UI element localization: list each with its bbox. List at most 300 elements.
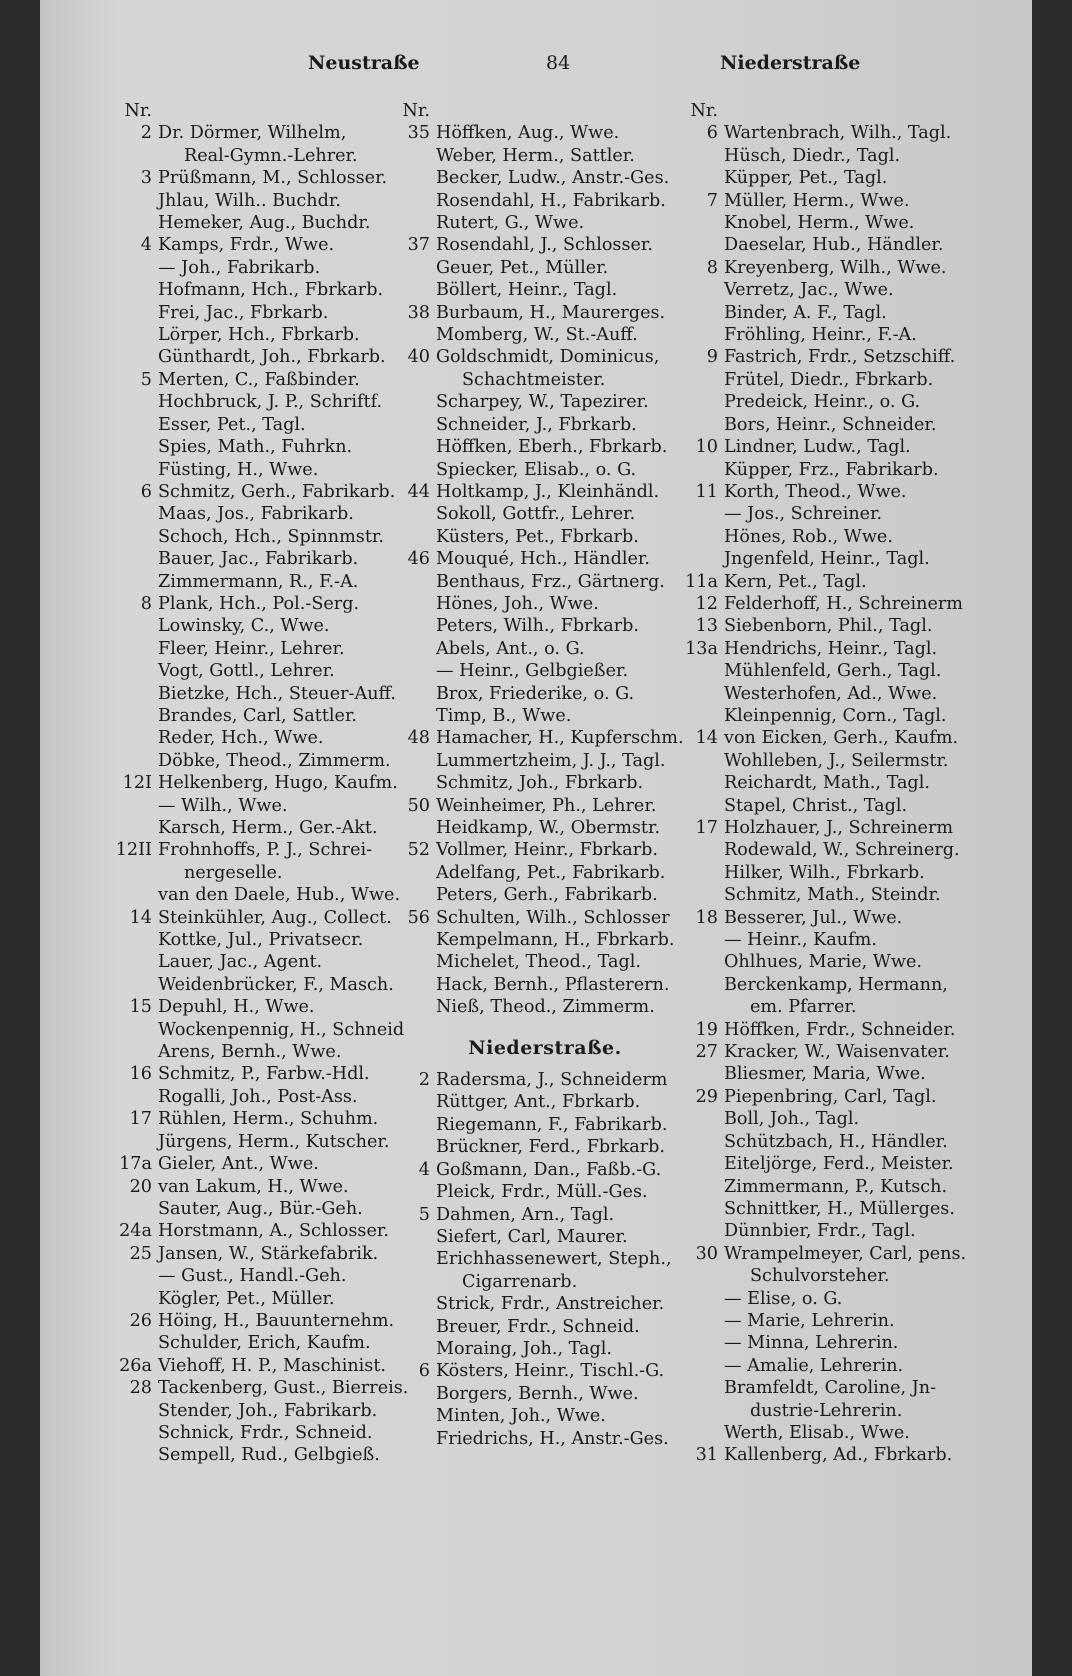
resident-entry: Hönes, Rob., Wwe. bbox=[724, 526, 893, 547]
directory-entry bbox=[390, 526, 700, 548]
directory-entry bbox=[678, 1220, 998, 1242]
directory-entry bbox=[678, 391, 998, 413]
directory-entry bbox=[112, 1400, 412, 1422]
house-number: 14 bbox=[695, 728, 718, 749]
resident-entry: Jansen, W., Stärkefabrik. bbox=[158, 1243, 379, 1264]
house-number: 17 bbox=[695, 818, 718, 838]
directory-entry bbox=[678, 1019, 998, 1041]
resident-entry: Füsting, H., Wwe. bbox=[158, 459, 319, 480]
directory-entry bbox=[678, 548, 998, 570]
resident-entry: Zimmermann, P., Kutsch. bbox=[724, 1176, 948, 1197]
house-number bbox=[390, 1091, 436, 1113]
directory-entry bbox=[678, 1153, 998, 1175]
resident-entry: Frei, Jac., Fbrkarb. bbox=[158, 302, 329, 323]
house-number bbox=[678, 1332, 724, 1354]
resident-entry: Goldschmidt, Dominicus, bbox=[436, 347, 660, 368]
resident-entry: — Heinr., Kaufm. bbox=[724, 930, 877, 951]
directory-entry bbox=[678, 1444, 998, 1466]
directory-entry bbox=[390, 593, 700, 615]
house-number: 17a bbox=[119, 1154, 152, 1175]
resident-entry: Rosendahl, H., Fabrikarb. bbox=[436, 190, 666, 211]
resident-entry: Sokoll, Gottfr., Lehrer. bbox=[436, 504, 636, 525]
resident-entry: Höffken, Eberh., Fbrkarb. bbox=[436, 437, 668, 458]
directory-entry bbox=[678, 212, 998, 234]
house-number bbox=[390, 884, 436, 906]
directory-entry bbox=[390, 436, 700, 458]
section-title-niederstrasse: Niederstraße. bbox=[468, 1036, 622, 1059]
resident-entry: Berckenkamp, Hermann, bbox=[724, 974, 948, 995]
house-number bbox=[112, 660, 158, 682]
house-number bbox=[112, 1086, 158, 1108]
resident-entry: Fröhling, Heinr., F.-A. bbox=[724, 325, 917, 346]
directory-entry bbox=[678, 1422, 998, 1444]
house-number bbox=[390, 974, 436, 996]
house-number bbox=[678, 414, 724, 436]
house-number bbox=[390, 414, 436, 436]
house-number: 12I bbox=[122, 773, 152, 794]
directory-entry bbox=[112, 526, 412, 548]
resident-entry: Felderhoff, H., Schreinerm bbox=[724, 593, 963, 614]
directory-entry bbox=[112, 1131, 412, 1153]
resident-entry: Spiecker, Elisab., o. G. bbox=[436, 459, 637, 480]
directory-entry bbox=[390, 503, 700, 525]
house-number bbox=[678, 167, 724, 189]
directory-entry bbox=[112, 615, 412, 637]
house-number bbox=[678, 1310, 724, 1332]
resident-entry: Becker, Ludw., Anstr.-Ges. bbox=[436, 168, 670, 189]
resident-entry: Radersma, J., Schneiderm bbox=[436, 1070, 668, 1091]
directory-entry bbox=[390, 1383, 700, 1405]
house-number bbox=[112, 638, 158, 660]
resident-entry: Boll, Joh., Tagl. bbox=[724, 1109, 860, 1130]
resident-entry: Schoch, Hch., Spinnmstr. bbox=[158, 526, 384, 547]
directory-entry bbox=[390, 324, 700, 346]
house-number bbox=[678, 705, 724, 727]
directory-entry bbox=[678, 1355, 998, 1377]
resident-entry: Knobel, Herm., Wwe. bbox=[724, 213, 915, 234]
directory-entry bbox=[678, 1131, 998, 1153]
directory-entry bbox=[390, 459, 700, 481]
resident-entry: Tackenberg, Gust., Bierreis. bbox=[158, 1378, 409, 1399]
resident-entry: Lörper, Hch., Fbrkarb. bbox=[158, 325, 360, 346]
resident-entry: Verretz, Jac., Wwe. bbox=[724, 280, 894, 301]
resident-entry: Hochbruck, J. P., Schriftf. bbox=[158, 392, 383, 413]
resident-entry: Wartenbrach, Wilh., Tagl. bbox=[724, 123, 952, 144]
directory-entry bbox=[390, 974, 700, 996]
house-number bbox=[112, 145, 158, 167]
house-number bbox=[112, 615, 158, 637]
resident-entry: Reichardt, Math., Tagl. bbox=[724, 773, 930, 794]
directory-entry bbox=[112, 1265, 412, 1287]
house-number bbox=[112, 951, 158, 973]
resident-entry: Höing, H., Bauunternehm. bbox=[158, 1310, 395, 1331]
resident-entry: Kreyenberg, Wilh., Wwe. bbox=[724, 257, 947, 278]
house-number: 10 bbox=[695, 437, 718, 458]
resident-entry: — Minna, Lehrerin. bbox=[724, 1333, 899, 1354]
house-number bbox=[390, 1114, 436, 1136]
directory-entry bbox=[112, 884, 412, 906]
house-number: 28 bbox=[129, 1378, 152, 1399]
house-number bbox=[390, 660, 436, 682]
directory-entry bbox=[112, 167, 412, 189]
resident-entry: Helkenberg, Hugo, Kaufm. bbox=[158, 773, 398, 794]
directory-entry bbox=[390, 481, 700, 503]
directory-entry bbox=[112, 772, 412, 794]
house-number bbox=[678, 839, 724, 861]
directory-entry bbox=[678, 839, 998, 861]
directory-entry bbox=[678, 951, 998, 973]
directory-entry bbox=[390, 190, 700, 212]
directory-entry bbox=[112, 1444, 412, 1466]
directory-entry bbox=[678, 1108, 998, 1130]
house-number bbox=[390, 1428, 436, 1450]
directory-entry bbox=[112, 1288, 412, 1310]
directory-entry bbox=[390, 145, 700, 167]
resident-entry: Kösters, Heinr., Tischl.-G. bbox=[436, 1361, 665, 1382]
directory-entry bbox=[112, 279, 412, 301]
house-number bbox=[112, 683, 158, 705]
resident-entry: Wockenpennig, H., Schneid bbox=[158, 1019, 405, 1040]
directory-entry bbox=[678, 1400, 998, 1422]
house-number: 26a bbox=[119, 1355, 152, 1376]
directory-entry bbox=[390, 660, 700, 682]
resident-entry: Schachtmeister. bbox=[462, 369, 606, 390]
directory-entry bbox=[678, 683, 998, 705]
resident-entry: von Eicken, Gerh., Kaufm. bbox=[724, 728, 959, 749]
house-number: 13 bbox=[695, 616, 718, 637]
directory-entry bbox=[678, 1377, 998, 1399]
directory-entry bbox=[678, 145, 998, 167]
house-number bbox=[390, 503, 436, 525]
directory-entry bbox=[390, 727, 700, 749]
resident-entry: Hendrichs, Heinr., Tagl. bbox=[724, 638, 938, 659]
resident-entry: Kern, Pet., Tagl. bbox=[724, 571, 867, 592]
directory-entry bbox=[390, 1159, 700, 1181]
resident-entry: Schneider, J., Fbrkarb. bbox=[436, 414, 637, 435]
resident-entry: Karsch, Herm., Ger.-Akt. bbox=[158, 818, 378, 838]
resident-entry: Kottke, Jul., Privatsecr. bbox=[158, 930, 364, 951]
house-number bbox=[112, 1019, 158, 1041]
directory-entry bbox=[112, 1198, 412, 1220]
directory-entry bbox=[390, 122, 700, 144]
directory-entry bbox=[678, 705, 998, 727]
resident-entry: Westerhofen, Ad., Wwe. bbox=[724, 683, 938, 704]
directory-entry bbox=[678, 929, 998, 951]
directory-entry bbox=[390, 234, 700, 256]
house-number bbox=[678, 1198, 724, 1220]
house-number bbox=[390, 1383, 436, 1405]
house-number bbox=[678, 1108, 724, 1130]
directory-entry bbox=[112, 503, 412, 525]
resident-entry: Rosendahl, J., Schlosser. bbox=[436, 235, 653, 256]
directory-entry bbox=[678, 1310, 998, 1332]
directory-entry bbox=[390, 772, 700, 794]
directory-entry bbox=[112, 190, 412, 212]
directory-entry bbox=[390, 862, 700, 884]
resident-entry: Bliesmer, Maria, Wwe. bbox=[724, 1064, 926, 1085]
house-number: 8 bbox=[140, 593, 152, 614]
house-number bbox=[678, 974, 724, 996]
house-number bbox=[390, 1405, 436, 1427]
resident-entry: Timp, B., Wwe. bbox=[436, 705, 572, 726]
house-number: 14 bbox=[129, 907, 152, 928]
resident-entry: Adelfang, Pet., Fabrikarb. bbox=[436, 862, 666, 883]
directory-entry bbox=[112, 1310, 412, 1332]
house-number bbox=[112, 795, 158, 817]
house-number bbox=[112, 1288, 158, 1310]
directory-entry bbox=[112, 1243, 412, 1265]
resident-entry: Bietzke, Hch., Steuer-Auff. bbox=[158, 683, 397, 704]
house-number: 6 bbox=[140, 481, 152, 502]
resident-entry: Wohlleben, J., Seilermstr. bbox=[724, 750, 949, 771]
resident-entry: Moraing, Joh., Tagl. bbox=[436, 1338, 613, 1359]
house-number: 16 bbox=[129, 1064, 152, 1085]
directory-entry bbox=[678, 436, 998, 458]
directory-entry bbox=[678, 660, 998, 682]
house-number bbox=[112, 391, 158, 413]
resident-entry: — Amalie, Lehrerin. bbox=[724, 1355, 904, 1376]
resident-entry: Weber, Herm., Sattler. bbox=[436, 145, 635, 166]
directory-entry bbox=[678, 862, 998, 884]
directory-entry bbox=[112, 122, 412, 144]
resident-entry: Horstmann, A., Schlosser. bbox=[158, 1221, 389, 1242]
directory-entry bbox=[678, 234, 998, 256]
resident-entry: Kallenberg, Ad., Fbrkarb. bbox=[724, 1445, 953, 1466]
house-number bbox=[112, 436, 158, 458]
resident-entry: Kracker, W., Waisenvater. bbox=[724, 1042, 950, 1063]
directory-entry bbox=[112, 548, 412, 570]
column-middle-top bbox=[390, 100, 700, 1019]
resident-entry: Minten, Joh., Wwe. bbox=[436, 1406, 606, 1427]
resident-entry: Jngenfeld, Heinr., Tagl. bbox=[724, 549, 930, 570]
resident-entry: Stender, Joh., Fabrikarb. bbox=[158, 1400, 378, 1421]
house-number: 26 bbox=[129, 1310, 152, 1331]
directory-entry bbox=[678, 1288, 998, 1310]
directory-entry bbox=[390, 1226, 700, 1248]
house-number bbox=[390, 996, 436, 1018]
directory-entry bbox=[390, 279, 700, 301]
house-number bbox=[112, 1400, 158, 1422]
resident-entry: Reder, Hch., Wwe. bbox=[158, 728, 324, 749]
house-number bbox=[678, 369, 724, 391]
house-number bbox=[678, 212, 724, 234]
house-number bbox=[678, 1063, 724, 1085]
resident-entry: Rodewald, W., Schreinerg. bbox=[724, 840, 960, 861]
house-number bbox=[112, 705, 158, 727]
resident-entry: Schmitz, Gerh., Fabrikarb. bbox=[158, 481, 396, 502]
column-right bbox=[678, 100, 998, 1467]
resident-entry: Schützbach, H., Händler. bbox=[724, 1131, 948, 1152]
directory-entry bbox=[112, 257, 412, 279]
house-number bbox=[112, 1422, 158, 1444]
house-number bbox=[112, 1444, 158, 1466]
house-number: 38 bbox=[407, 302, 430, 323]
resident-entry: Lindner, Ludw., Tagl. bbox=[724, 437, 911, 458]
house-number bbox=[678, 683, 724, 705]
directory-entry bbox=[112, 839, 412, 861]
directory-entry bbox=[112, 593, 412, 615]
resident-entry: Hack, Bernh., Pflasterern. bbox=[436, 974, 670, 995]
resident-entry: Küpper, Pet., Tagl. bbox=[724, 168, 888, 189]
directory-entry bbox=[390, 750, 700, 772]
resident-entry: Rühlen, Herm., Schuhm. bbox=[158, 1109, 379, 1130]
resident-entry: Schmitz, Math., Steindr. bbox=[724, 885, 941, 906]
house-number: 9 bbox=[706, 347, 718, 368]
directory-entry bbox=[678, 1041, 998, 1063]
resident-entry: Binder, A. F., Tagl. bbox=[724, 302, 887, 323]
resident-entry: Merten, C., Faßbinder. bbox=[158, 369, 360, 390]
resident-entry: Riegemann, F., Fabrikarb. bbox=[436, 1114, 668, 1135]
house-number bbox=[112, 1131, 158, 1153]
house-number bbox=[678, 1176, 724, 1198]
resident-entry: Gieler, Ant., Wwe. bbox=[158, 1154, 319, 1175]
directory-entry bbox=[678, 1198, 998, 1220]
house-number bbox=[390, 279, 436, 301]
house-number bbox=[678, 526, 724, 548]
house-number: 27 bbox=[695, 1042, 718, 1063]
resident-entry: Friedrichs, H., Anstr.-Ges. bbox=[436, 1428, 669, 1449]
resident-entry: Mühlenfeld, Gerh., Tagl. bbox=[724, 661, 942, 682]
house-number: Nr. bbox=[690, 101, 718, 121]
directory-entry bbox=[112, 1332, 412, 1354]
house-number bbox=[678, 1220, 724, 1242]
house-number: 2 bbox=[140, 123, 152, 144]
house-number bbox=[390, 705, 436, 727]
house-number: 17 bbox=[129, 1109, 152, 1130]
resident-entry: Vollmer, Heinr., Fbrkarb. bbox=[436, 840, 658, 861]
house-number bbox=[678, 862, 724, 884]
directory-entry bbox=[678, 526, 998, 548]
resident-entry: Schnittker, H., Müllerges. bbox=[724, 1198, 955, 1219]
house-number bbox=[390, 1271, 436, 1293]
resident-entry: Höffken, Frdr., Schneider. bbox=[724, 1019, 956, 1040]
resident-entry: Lummertzheim, J. J., Tagl. bbox=[436, 750, 666, 771]
house-number bbox=[678, 1288, 724, 1310]
house-number bbox=[112, 1198, 158, 1220]
directory-entry bbox=[678, 750, 998, 772]
directory-entry bbox=[678, 190, 998, 212]
house-number: 35 bbox=[407, 123, 430, 144]
resident-entry: Stapel, Christ., Tagl. bbox=[724, 795, 908, 816]
directory-entry bbox=[678, 346, 998, 368]
house-number bbox=[390, 1338, 436, 1360]
house-number bbox=[390, 1181, 436, 1203]
resident-entry: Schnick, Frdr., Schneid. bbox=[158, 1422, 373, 1443]
resident-entry: Höffken, Aug., Wwe. bbox=[436, 123, 620, 144]
house-number bbox=[390, 1316, 436, 1338]
house-number bbox=[678, 996, 724, 1018]
resident-entry: — Elise, o. G. bbox=[724, 1288, 843, 1309]
directory-entry bbox=[112, 862, 412, 884]
house-number: 8 bbox=[706, 257, 718, 278]
house-number bbox=[112, 190, 158, 212]
directory-entry bbox=[390, 302, 700, 324]
house-number: 2 bbox=[418, 1070, 430, 1091]
resident-entry: Prüßmann, M., Schlosser. bbox=[158, 168, 388, 189]
directory-entry bbox=[678, 324, 998, 346]
house-number: 13a bbox=[685, 638, 718, 659]
house-number bbox=[112, 548, 158, 570]
resident-entry: Pleick, Frdr., Müll.-Ges. bbox=[436, 1182, 648, 1203]
resident-entry: Burbaum, H., Maurerges. bbox=[436, 302, 666, 323]
house-number bbox=[390, 1248, 436, 1270]
directory-entry bbox=[390, 1405, 700, 1427]
house-number bbox=[390, 324, 436, 346]
directory-entry bbox=[678, 772, 998, 794]
resident-entry: Viehoff, H. P., Maschinist. bbox=[158, 1355, 386, 1376]
directory-entry bbox=[678, 503, 998, 525]
directory-entry bbox=[678, 593, 998, 615]
resident-entry: Werth, Elisab., Wwe. bbox=[724, 1422, 910, 1443]
house-number: 12 bbox=[695, 593, 718, 614]
directory-entry bbox=[112, 1176, 412, 1198]
resident-entry: Eiteljörge, Ferd., Meister. bbox=[724, 1154, 954, 1175]
house-number bbox=[390, 257, 436, 279]
resident-entry: Jürgens, Herm., Kutscher. bbox=[158, 1131, 390, 1152]
resident-entry: Plank, Hch., Pol.-Serg. bbox=[158, 593, 360, 614]
house-number: 24a bbox=[119, 1221, 152, 1242]
house-number bbox=[678, 660, 724, 682]
directory-entry bbox=[390, 1069, 700, 1091]
directory-entry bbox=[678, 1176, 998, 1198]
resident-entry: Kögler, Pet., Müller. bbox=[158, 1288, 335, 1309]
house-number: 31 bbox=[695, 1445, 718, 1466]
resident-entry: Frohnhoffs, P. J., Schrei- bbox=[158, 840, 373, 861]
resident-entry: van den Daele, Hub., Wwe. bbox=[158, 885, 401, 906]
page-header bbox=[40, 52, 1032, 82]
directory-entry bbox=[390, 1271, 700, 1293]
resident-entry: Heidkamp, W., Obermstr. bbox=[436, 818, 661, 838]
house-number: 11a bbox=[685, 571, 718, 592]
resident-entry: Hönes, Joh., Wwe. bbox=[436, 593, 599, 614]
resident-entry: Ohlhues, Marie, Wwe. bbox=[724, 952, 922, 973]
right-street-heading: Niederstraße bbox=[720, 52, 861, 74]
directory-entry bbox=[390, 795, 700, 817]
directory-entry bbox=[390, 548, 700, 570]
resident-entry: dustrie-Lehrerin. bbox=[750, 1400, 903, 1421]
house-number bbox=[678, 234, 724, 256]
resident-entry: Spies, Math., Fuhrkn. bbox=[158, 437, 353, 458]
house-number bbox=[112, 929, 158, 951]
directory-entry bbox=[112, 571, 412, 593]
directory-entry bbox=[390, 1338, 700, 1360]
directory-entry bbox=[112, 705, 412, 727]
house-number bbox=[112, 212, 158, 234]
directory-entry bbox=[112, 414, 412, 436]
resident-entry: Cigarrenarb. bbox=[462, 1271, 578, 1292]
resident-entry: Müller, Herm., Wwe. bbox=[724, 190, 910, 211]
directory-entry bbox=[678, 122, 998, 144]
directory-page bbox=[40, 0, 1032, 1676]
directory-entry bbox=[112, 302, 412, 324]
house-number bbox=[678, 145, 724, 167]
resident-entry: Real-Gymn.-Lehrer. bbox=[184, 145, 358, 166]
house-number bbox=[678, 951, 724, 973]
house-number bbox=[678, 1377, 724, 1399]
house-number: 6 bbox=[706, 123, 718, 144]
directory-entry bbox=[390, 705, 700, 727]
directory-entry bbox=[112, 974, 412, 996]
house-number: 4 bbox=[418, 1159, 430, 1180]
house-number bbox=[112, 884, 158, 906]
directory-entry bbox=[112, 459, 412, 481]
resident-entry: Kempelmann, H., Fbrkarb. bbox=[436, 930, 675, 951]
resident-entry: Steinkühler, Aug., Collect. bbox=[158, 907, 392, 928]
resident-entry: Esser, Pet., Tagl. bbox=[158, 414, 306, 435]
house-number: 12II bbox=[115, 840, 152, 861]
resident-entry: Bauer, Jac., Fabrikarb. bbox=[158, 549, 359, 570]
directory-entry bbox=[678, 1243, 998, 1265]
